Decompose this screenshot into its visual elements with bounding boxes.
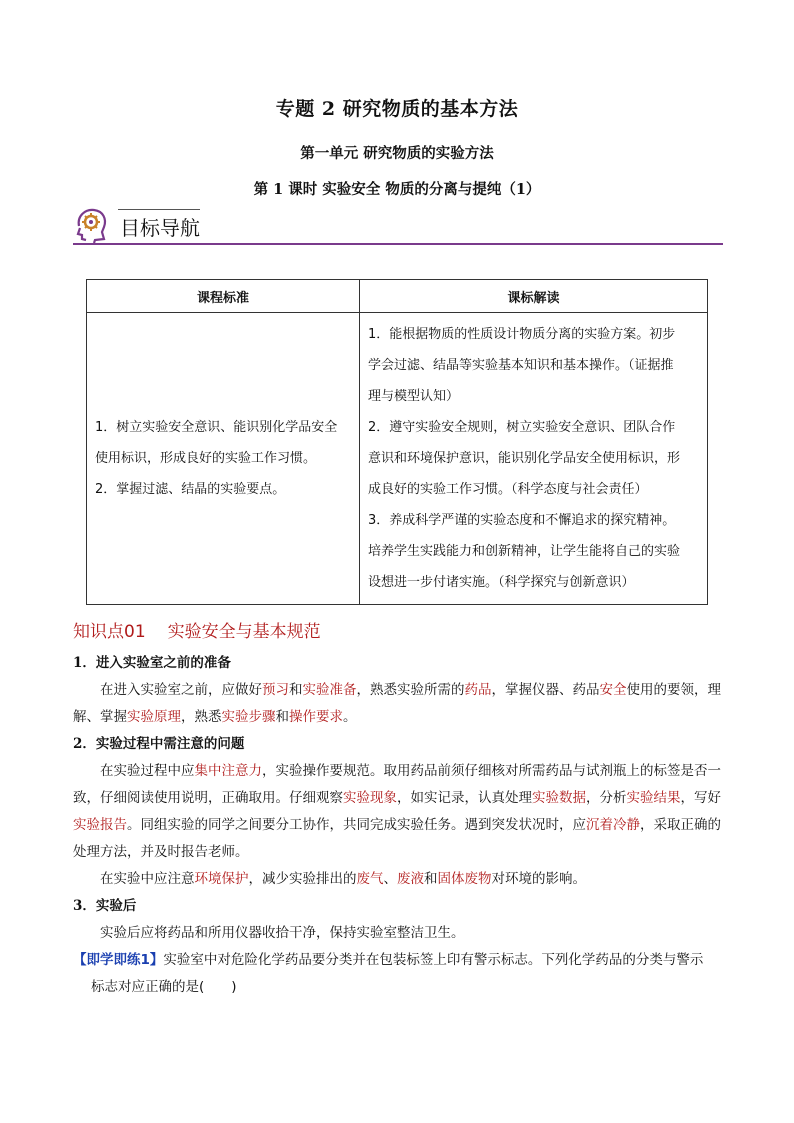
page-title: 专题 2 研究物质的基本方法 — [275, 98, 519, 120]
text: ，实验操作要规范。取用药品前须仔细核对所需药品与试剂瓶上的标签是否一致，仔细阅读使用说明，正确取用。仔细观察 — [73, 763, 721, 806]
table-line: 使用标识，形成良好的实验工作习惯。 — [95, 451, 317, 466]
table-line: 3．养成科学严谨的实验态度和不懈追求的探究精神。 — [368, 513, 676, 528]
table-header-interpretation: 课标解读 — [360, 280, 708, 313]
highlight: 沉着冷静 — [586, 817, 640, 833]
practice-tag: 【即学即练1】 — [73, 952, 164, 968]
table-line: 1．树立实验安全意识、能识别化学品安全 — [95, 420, 338, 435]
text: 、 — [383, 871, 397, 887]
highlight: 废液 — [397, 871, 424, 887]
table-cell-interpretation — [360, 313, 708, 605]
highlight: 实验结果 — [626, 790, 681, 806]
text: 对环境的影响。 — [491, 871, 586, 887]
table-line: 意识和环境保护意识，能识别化学品安全使用标识，形 — [368, 451, 681, 466]
highlight: 集中注意力 — [194, 763, 262, 779]
highlight: 实验数据 — [532, 790, 586, 806]
highlight: 安全 — [599, 682, 627, 698]
brain-gear-icon — [73, 206, 109, 244]
highlight: 废气 — [356, 871, 384, 887]
text: ，分析 — [586, 790, 627, 806]
table-line: 设想进一步付诸实施。（科学探究与创新意识） — [368, 575, 635, 590]
section-title: 3．实验后 — [73, 898, 137, 914]
text: 和 — [275, 709, 289, 725]
nav-top-rule — [118, 209, 200, 210]
practice-text: 实验室中对危险化学药品要分类并在包装标签上印有警示标志。下列化学药品的分类与警示 — [163, 952, 704, 968]
paragraph — [73, 866, 733, 893]
highlight: 实验原理 — [127, 709, 181, 725]
text: ，采取正确的处理方法，并及时报告老师。 — [73, 817, 721, 860]
highlight: 固体废物 — [437, 871, 492, 887]
highlight: 实验现象 — [343, 790, 397, 806]
text: 在进入实验室之前，应做好 — [100, 682, 262, 698]
table-line: 2．掌握过滤、结晶的实验要点。 — [95, 482, 286, 497]
knowledge-point-heading — [73, 617, 321, 642]
text: ，熟悉 — [181, 709, 222, 725]
knowledge-point-title: 实验安全与基本规范 — [167, 622, 321, 642]
practice-question-cont: 标志对应正确的是( ) — [91, 979, 237, 995]
text: 在实验过程中应 — [100, 763, 195, 779]
text: 和 — [424, 871, 438, 887]
nav-underline — [73, 243, 723, 245]
knowledge-body — [73, 650, 733, 1001]
table-line: 成良好的实验工作习惯。（科学态度与社会责任） — [368, 482, 648, 497]
table-line: 2．遵守实验安全规则，树立实验安全意识、团队合作 — [368, 420, 676, 435]
text: ，写好 — [680, 790, 721, 806]
highlight: 实验报告 — [73, 817, 127, 833]
text: 。同组实验的同学之间要分工协作，共同完成实验任务。遇到突发状况时，应 — [127, 817, 586, 833]
highlight: 药品 — [464, 682, 492, 698]
curriculum-table — [86, 279, 708, 605]
paragraph — [73, 677, 733, 731]
text: ，熟悉实验所需的 — [356, 682, 465, 698]
table-line: 学会过滤、结晶等实验基本知识和基本操作。（证据推 — [368, 358, 674, 373]
text: ，如实记录，认真处理 — [397, 790, 532, 806]
highlight: 预习 — [262, 682, 289, 698]
table-line: 1．能根据物质的性质设计物质分离的实验方案。初步 — [368, 327, 676, 342]
knowledge-point-label: 知识点01 — [73, 622, 146, 642]
practice-question — [73, 947, 733, 974]
table-cell-standard — [87, 313, 360, 605]
highlight: 实验准备 — [302, 682, 357, 698]
table-line: 理与模型认知） — [368, 389, 460, 404]
table-line: 培养学生实践能力和创新精神，让学生能将自己的实验 — [368, 544, 681, 559]
text: 在实验中应注意 — [100, 871, 195, 887]
highlight: 操作要求 — [289, 709, 343, 725]
section-title: 2．实验过程中需注意的问题 — [73, 736, 245, 752]
highlight: 实验步骤 — [221, 709, 276, 725]
paragraph — [73, 758, 733, 866]
text: ，减少实验排出的 — [248, 871, 357, 887]
paragraph: 实验后应将药品和所用仪器收拾干净，保持实验室整洁卫生。 — [100, 925, 465, 941]
lesson-title: 第 1 课时 实验安全 物质的分离与提纯（1） — [253, 181, 541, 198]
table-header-standard: 课程标准 — [87, 280, 360, 313]
unit-title: 第一单元 研究物质的实验方法 — [300, 145, 494, 162]
nav-heading: 目标导航 — [120, 216, 200, 240]
section-title: 1．进入实验室之前的准备 — [73, 655, 231, 671]
text: 。 — [343, 709, 357, 725]
text: ，掌握仪器、药品 — [491, 682, 600, 698]
text: 使用的要领，理解、掌握 — [73, 682, 721, 725]
highlight: 环境保护 — [194, 871, 249, 887]
text: 和 — [289, 682, 303, 698]
